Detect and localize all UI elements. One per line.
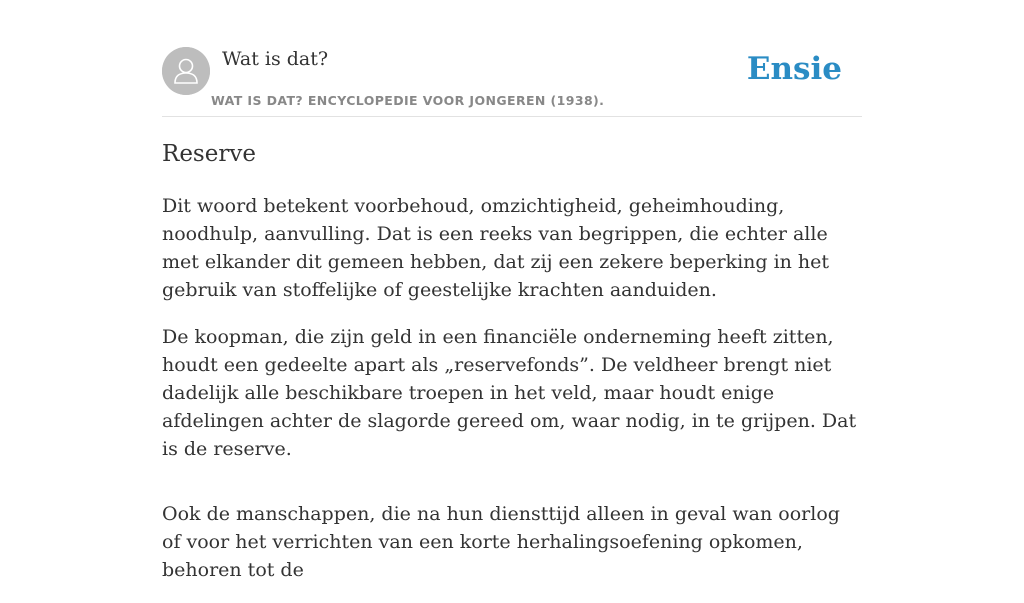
source-header bbox=[162, 47, 862, 117]
article-paragraph: Ook de manschappen, die na hun diensttijd alleen in geval wan oorlog of voor het verrichten van een korte herhalingsoefening opkomen, behoren tot de bbox=[162, 503, 840, 581]
article-body bbox=[162, 192, 862, 603]
article-title: Reserve bbox=[162, 141, 256, 167]
article-paragraph: De koopman, die zijn geld in een financiële onderneming heeft zitten, houdt een gedeelte apart als „reservefonds”. De veldheer brengt niet dadelijk alle beschikbare troepen in het veld, maar houdt enige afdelingen achter de slagorde gereed om, waar nodig, in te grijpen. Dat is de reserve. bbox=[162, 326, 857, 460]
article-paragraph: Dit woord betekent voorbehoud, omzichtigheid, geheimhouding, noodhulp, aanvulling. Dat is een reeks van begrippen, die echter alle met elkander dit gemeen hebben, dat zij een zekere beperking in het gebruik van stoffelijke of geestelijke krachten aanduiden. bbox=[162, 195, 830, 301]
ensie-logo[interactable]: Ensie bbox=[746, 51, 842, 87]
source-subtitle[interactable]: WAT IS DAT? ENCYCLOPEDIE VOOR JONGEREN (1938). bbox=[211, 93, 605, 108]
source-title[interactable]: Wat is dat? bbox=[222, 48, 329, 70]
article-page bbox=[162, 0, 862, 581]
user-silhouette-icon[interactable] bbox=[162, 47, 210, 95]
